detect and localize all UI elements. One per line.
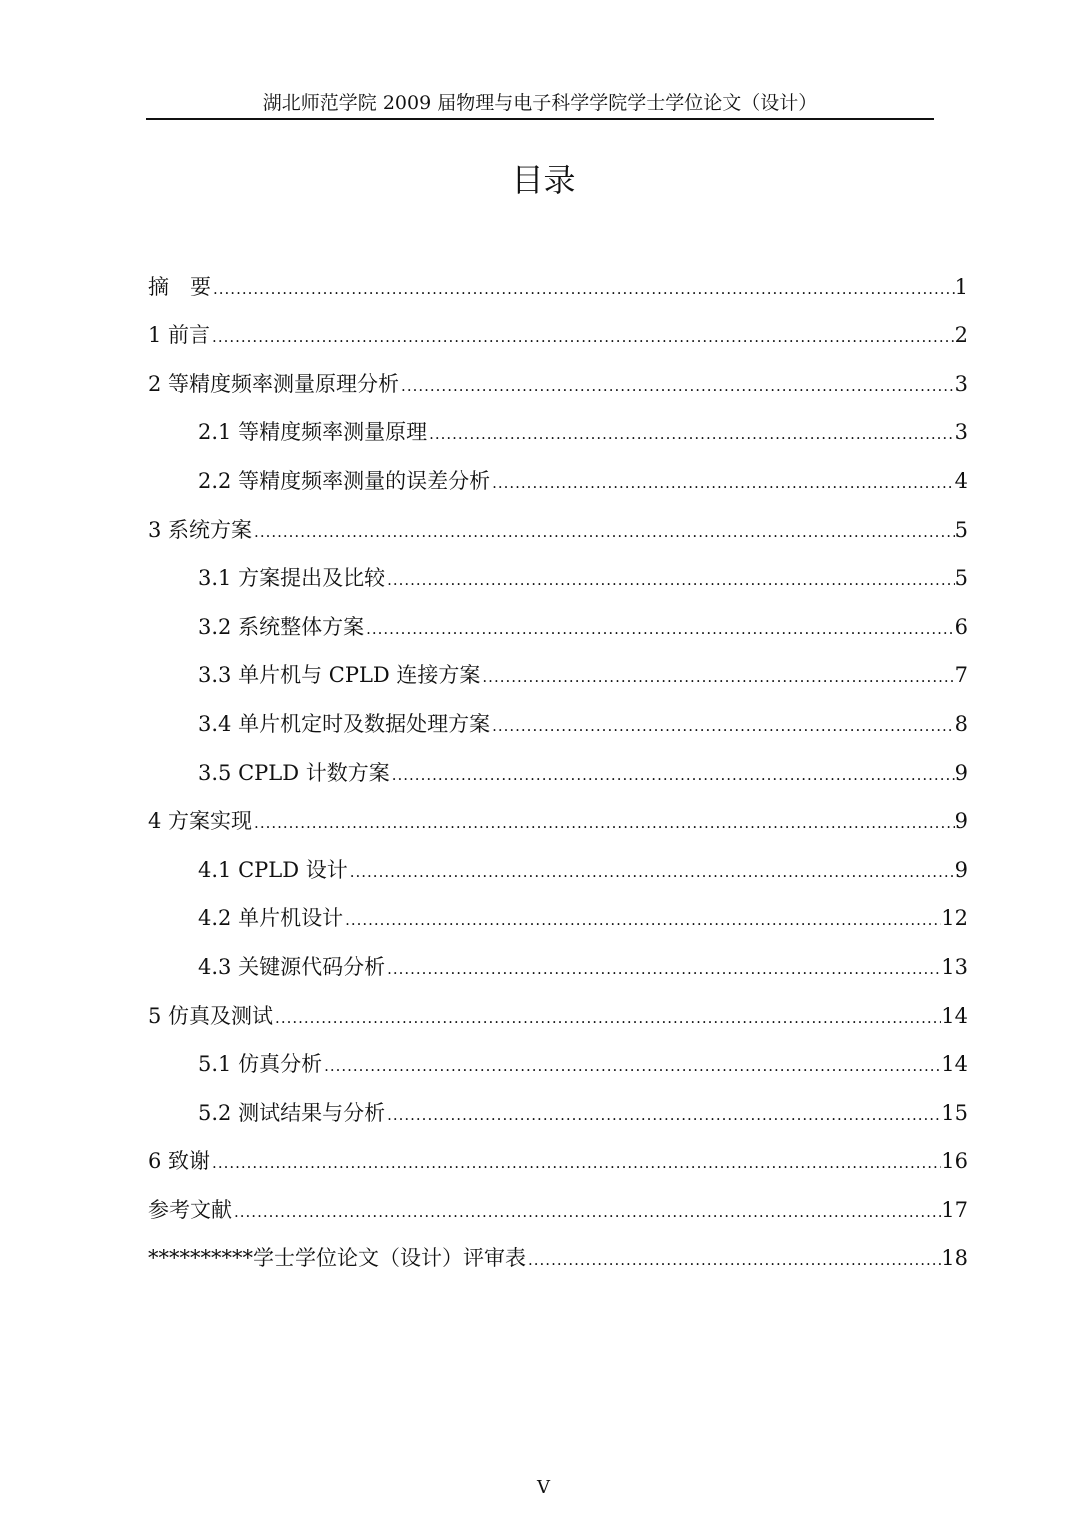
page-number: V bbox=[537, 1477, 550, 1498]
toc-entry-page: 14 bbox=[941, 1052, 968, 1077]
toc-dot-leader bbox=[526, 1242, 941, 1278]
toc-entry-page: 9 bbox=[954, 760, 968, 785]
toc-entry-label: 5.2 测试结果与分析 bbox=[198, 1100, 386, 1125]
toc-entry[interactable] bbox=[148, 890, 968, 939]
toc-entry[interactable] bbox=[148, 550, 968, 599]
toc-entry[interactable] bbox=[148, 987, 968, 1036]
toc-dot-leader bbox=[399, 368, 955, 404]
toc-entry[interactable] bbox=[148, 1036, 968, 1085]
toc-dot-leader bbox=[252, 514, 955, 550]
toc-entry-label: 4.3 关键源代码分析 bbox=[198, 954, 386, 979]
toc-entry-label: **********学士学位论文（设计）评审表 bbox=[148, 1246, 526, 1271]
toc-entry-label: 5 仿真及测试 bbox=[148, 1003, 274, 1028]
toc-entry[interactable] bbox=[148, 1084, 968, 1133]
toc-entry-page: 18 bbox=[941, 1246, 968, 1271]
toc-entry-page: 3 bbox=[954, 420, 968, 445]
toc-entry[interactable] bbox=[148, 598, 968, 647]
toc-entry[interactable] bbox=[148, 404, 968, 453]
toc-dot-leader bbox=[343, 902, 941, 938]
toc-entry-page: 9 bbox=[954, 809, 968, 834]
toc-entry-label: 2.1 等精度频率测量原理 bbox=[198, 420, 428, 445]
toc-entry-page: 5 bbox=[954, 517, 968, 542]
toc-entry-page: 17 bbox=[941, 1197, 968, 1222]
toc-entry[interactable] bbox=[148, 1181, 968, 1230]
toc-dot-leader bbox=[385, 951, 941, 987]
toc-entry[interactable] bbox=[148, 355, 968, 404]
toc-entry[interactable] bbox=[148, 647, 968, 696]
toc-entry-label: 2.2 等精度频率测量的误差分析 bbox=[198, 468, 491, 493]
running-header: 湖北师范学院 2009 届物理与电子科学学院学士学位论文（设计） bbox=[262, 92, 818, 114]
toc-entry-label: 2 等精度频率测量原理分析 bbox=[148, 371, 400, 396]
toc-entry-label: 3.4 单片机定时及数据处理方案 bbox=[198, 711, 491, 736]
toc-entry[interactable] bbox=[148, 452, 968, 501]
toc-entry-page: 2 bbox=[954, 323, 968, 348]
toc-entry-label: 5.1 仿真分析 bbox=[198, 1052, 323, 1077]
header-rule bbox=[146, 118, 934, 120]
toc-dot-leader bbox=[390, 757, 955, 793]
toc-entry-page: 16 bbox=[941, 1149, 968, 1174]
toc-entry[interactable] bbox=[148, 695, 968, 744]
toc-dot-leader bbox=[364, 611, 955, 647]
toc-entry-page: 12 bbox=[941, 906, 968, 931]
toc-entry-label: 6 致谢 bbox=[148, 1149, 211, 1174]
toc-entry-label: 1 前言 bbox=[148, 323, 211, 348]
toc-entry[interactable] bbox=[148, 793, 968, 842]
toc-entry[interactable] bbox=[148, 938, 968, 987]
toc-dot-leader bbox=[427, 416, 955, 452]
toc-entry-page: 15 bbox=[941, 1100, 968, 1125]
toc-entry-page: 4 bbox=[954, 468, 968, 493]
toc-entry-page: 6 bbox=[954, 614, 968, 639]
toc-dot-leader bbox=[322, 1048, 941, 1084]
page-title: 目录 bbox=[511, 161, 576, 199]
toc-entry[interactable] bbox=[148, 841, 968, 890]
toc-entry-page: 9 bbox=[954, 857, 968, 882]
toc-entry[interactable] bbox=[148, 501, 968, 550]
toc-entry-label: 4 方案实现 bbox=[148, 809, 253, 834]
toc-entry-label: 摘 要 bbox=[148, 274, 211, 299]
toc-dot-leader bbox=[480, 659, 954, 695]
toc-dot-leader bbox=[490, 465, 955, 501]
toc-entry-page: 14 bbox=[941, 1003, 968, 1028]
toc-dot-leader bbox=[210, 1145, 941, 1181]
toc-dot-leader bbox=[348, 854, 955, 890]
toc-dot-leader bbox=[252, 805, 955, 841]
toc-dot-leader bbox=[490, 708, 955, 744]
toc-entry-label: 3.3 单片机与 CPLD 连接方案 bbox=[198, 663, 481, 688]
toc-entry-label: 3.5 CPLD 计数方案 bbox=[198, 760, 390, 785]
toc-entry[interactable] bbox=[148, 307, 968, 356]
toc-entry-page: 1 bbox=[954, 274, 968, 299]
toc-entry-label: 4.1 CPLD 设计 bbox=[198, 857, 348, 882]
toc-dot-leader bbox=[210, 319, 955, 355]
toc-dot-leader bbox=[211, 271, 955, 307]
toc-entry-page: 7 bbox=[954, 663, 968, 688]
toc-entry-label: 3 系统方案 bbox=[148, 517, 253, 542]
toc-dot-leader bbox=[385, 562, 955, 598]
toc-entry[interactable] bbox=[148, 744, 968, 793]
toc-entry[interactable] bbox=[148, 1133, 968, 1182]
toc-dot-leader bbox=[273, 1000, 941, 1036]
toc-entry-page: 8 bbox=[954, 711, 968, 736]
toc-dot-leader bbox=[385, 1097, 941, 1133]
toc-dot-leader bbox=[232, 1194, 941, 1230]
toc-entry-label: 3.2 系统整体方案 bbox=[198, 614, 365, 639]
toc-entry-label: 参考文献 bbox=[148, 1197, 232, 1222]
toc-entry[interactable] bbox=[148, 1230, 968, 1279]
toc-entry-label: 3.1 方案提出及比较 bbox=[198, 566, 386, 591]
toc-entry-page: 3 bbox=[954, 371, 968, 396]
toc-entry-page: 5 bbox=[954, 566, 968, 591]
toc-entry-label: 4.2 单片机设计 bbox=[198, 906, 344, 931]
toc-entry-page: 13 bbox=[941, 954, 968, 979]
table-of-contents bbox=[148, 258, 968, 1278]
toc-entry[interactable] bbox=[148, 258, 968, 307]
